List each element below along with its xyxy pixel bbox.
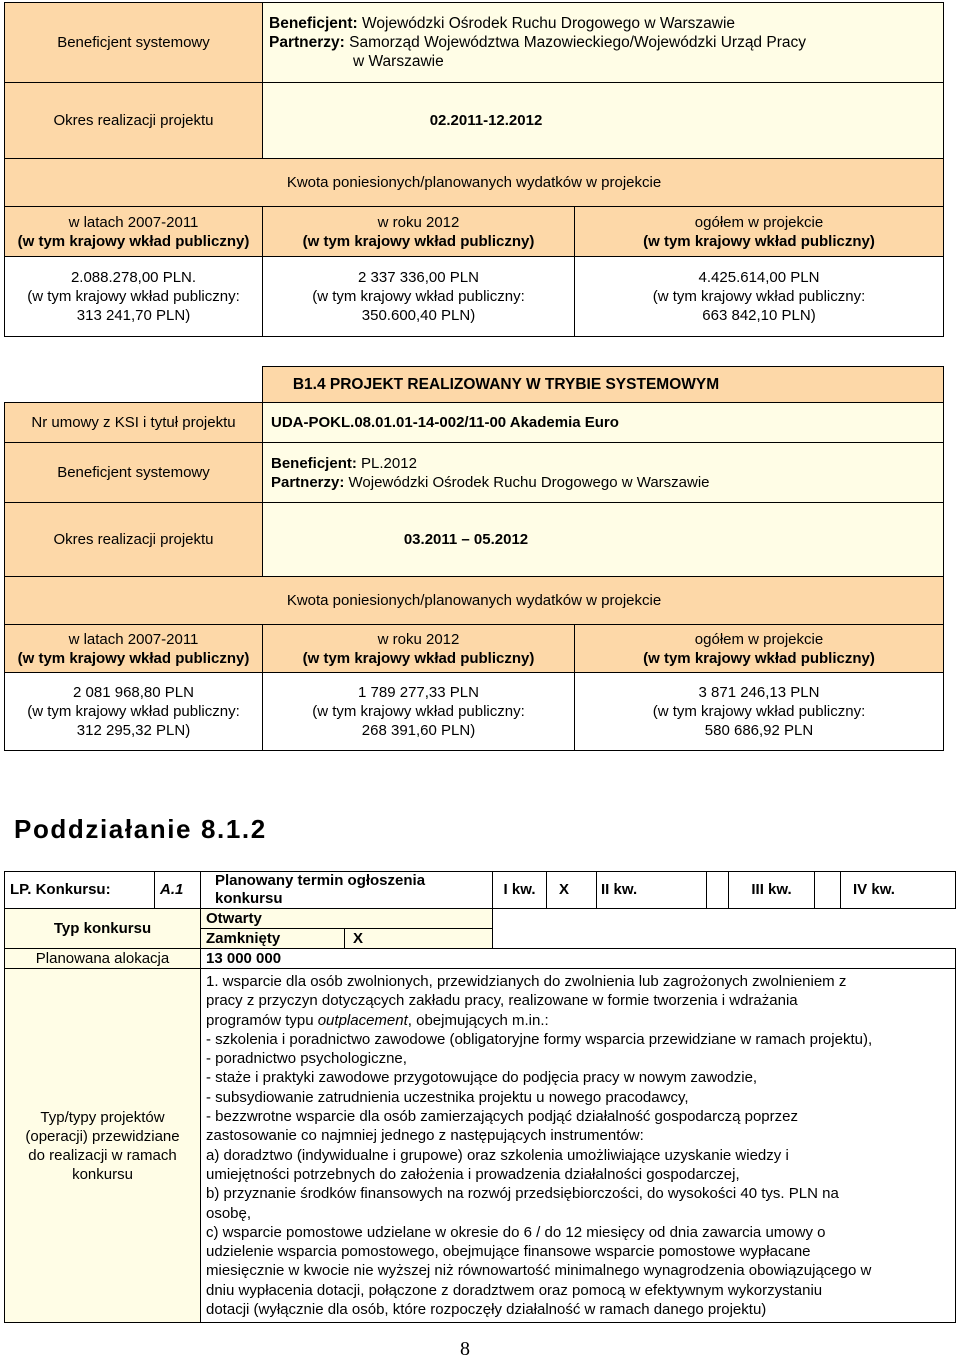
beneficjent-info <box>263 3 944 83</box>
q1-label: I kw. <box>493 872 547 909</box>
q2-label: II kw. <box>597 872 707 909</box>
desc-line: miesięcznie w kwocie nie wyższej niż równowartość minimalnego wynagrodzenia obowiązującego w <box>206 1262 872 1280</box>
okres-value: 02.2011-12.2012 <box>263 83 944 159</box>
okres-value-2: 03.2011 – 05.2012 <box>263 503 944 577</box>
beneficjent-key: Beneficjent: <box>269 15 358 32</box>
otwarty-label: Otwarty <box>201 909 493 929</box>
zamkniety-label: Zamknięty <box>201 929 345 949</box>
q1-mark: X <box>547 872 597 909</box>
section-2-table <box>4 366 944 751</box>
desc-line: - poradnictwo psychologiczne, <box>206 1050 407 1068</box>
section-3-heading: Poddziałanie 8.1.2 <box>14 814 267 844</box>
desc-line: 1. wsparcie dla osób zwolnionych, przewidzianych do zwolnienia lub zagrożonych zwolnieniem z <box>206 973 847 990</box>
section-2-title: B1.4 PROJEKT REALIZOWANY W TRYBIE SYSTEMOWYM <box>263 367 944 403</box>
col-header-2012-2: w roku 2012 (w tym krajowy wkład publiczny) <box>263 625 575 673</box>
alokacja-label: Planowana alokacja <box>5 949 201 969</box>
nr-umowy-value: UDA-POKL.08.01.01-14-002/11-00 Akademia Euro <box>263 403 944 443</box>
value-2012-2: 1 789 277,33 PLN (w tym krajowy wkład publiczny: 268 391,60 PLN) <box>263 673 575 751</box>
value-ogolem: 4.425.614,00 PLN (w tym krajowy wkład publiczny: 663 842,10 PLN) <box>575 257 944 337</box>
lp-value: A.1 <box>155 872 201 909</box>
desc-line: c) wsparcie pomostowe udzielane w okresie do 6 / do 12 miesięcy od dnia zawarcia umowy o <box>206 1223 826 1241</box>
col-header-2007-2011: w latach 2007-2011 (w tym krajowy wkład publiczny) <box>5 207 263 257</box>
alokacja-value: 13 000 000 <box>201 949 956 969</box>
partnerzy-key-2: Partnerzy: <box>271 473 345 491</box>
col-header-ogolem: ogółem w projekcie (w tym krajowy wkład publiczny) <box>575 207 944 257</box>
col-header-2012: w roku 2012 (w tym krajowy wkład publiczny) <box>263 207 575 257</box>
partnerzy-key: Partnerzy: <box>269 34 345 51</box>
partnerzy-value-line1: Samorząd Województwa Mazowieckiego/Wojewódzki Urząd Pracy <box>349 34 806 51</box>
desc-line: - subsydiowanie zatrudnienia uczestnika projektu u nowego pracodawcy, <box>206 1088 689 1106</box>
typy-label: Typ/typy projektów (operacji) przewidziane do realizacji w ramach konkursu <box>5 969 201 1323</box>
section-1-table <box>4 2 944 337</box>
q3-label: III kw. <box>729 872 815 909</box>
desc-line: dotacji (wyłącznie dla osób, które rozpoczęły działalność w ramach danego projektu) <box>206 1301 767 1319</box>
desc-line: udzielenie wsparcia pomostowego, obejmujące finansowe wsparcie pomostowe wypłacane <box>206 1243 811 1261</box>
desc-line: osobę, <box>206 1204 252 1222</box>
beneficjent-key-2: Beneficjent: <box>271 454 357 472</box>
value-2012: 2 337 336,00 PLN (w tym krajowy wkład publiczny: 350.600,40 PLN) <box>263 257 575 337</box>
col-header-2007-2011-2: w latach 2007-2011 (w tym krajowy wkład publiczny) <box>5 625 263 673</box>
typ-label: Typ konkursu <box>5 909 201 949</box>
desc-line: - bezzwrotne wsparcie dla osób zamierzających podjąć działalność gospodarczą poprzez <box>206 1108 798 1126</box>
col-header-ogolem-2: ogółem w projekcie (w tym krajowy wkład publiczny) <box>575 625 944 673</box>
value-ogolem-2: 3 871 246,13 PLN (w tym krajowy wkład publiczny: 580 686,92 PLN <box>575 673 944 751</box>
desc-line: dniu wypłacenia dotacji, połączone z doradztwem oraz pomocą w efektywnym wykorzystaniu <box>206 1281 823 1299</box>
kwota-header: Kwota poniesionych/planowanych wydatków w projekcie <box>5 159 944 207</box>
q4-label: IV kw. <box>841 872 956 909</box>
desc-line: - staże i praktyki zawodowe przygotowujące do podjęcia pracy w nowym zawodzie, <box>206 1069 758 1087</box>
beneficjent-value: Wojewódzki Ośrodek Ruchu Drogowego w Warszawie <box>362 15 736 32</box>
section-3-table <box>4 871 956 1323</box>
page-number: 8 <box>460 1338 470 1360</box>
kwota-header-2: Kwota poniesionych/planowanych wydatków w projekcie <box>5 577 944 625</box>
partnerzy-value-2: Wojewódzki Ośrodek Ruchu Drogowego w Warszawie <box>348 473 710 491</box>
desc-line: umiejętności potrzebnych do założenia i prowadzenia działalności gospodarczej, <box>206 1165 740 1183</box>
value-2007-2011-2: 2 081 968,80 PLN (w tym krajowy wkład publiczny: 312 295,32 PLN) <box>5 673 263 751</box>
desc-line: a) doradztwo (indywidualne i grupowe) oraz szkolenia umożliwiające uzyskanie wiedzy i <box>206 1146 789 1164</box>
nr-umowy-label: Nr umowy z KSI i tytuł projektu <box>5 403 263 443</box>
zamkniety-mark: X <box>345 929 493 949</box>
beneficjent-value-2: PL.2012 <box>361 454 417 472</box>
okres-label-2: Okres realizacji projektu <box>5 503 263 577</box>
value-2007-2011: 2.088.278,00 PLN. (w tym krajowy wkład publiczny: 313 241,70 PLN) <box>5 257 263 337</box>
desc-line: - szkolenia i poradnictwo zawodowe (obligatoryjne formy wsparcia przewidziane w ramach projektu), <box>206 1030 873 1048</box>
typy-description <box>201 969 956 1323</box>
desc-line: programów typu outplacement, obejmujących m.in.: <box>206 1011 549 1029</box>
beneficjent-label: Beneficjent systemowy <box>5 3 263 83</box>
termin-label: Planowany termin ogłoszenia konkursu <box>201 872 493 909</box>
lp-label: LP. Konkursu: <box>5 872 155 909</box>
beneficjent-info-2 <box>263 443 944 503</box>
partnerzy-value-line2: w Warszawie <box>353 53 444 70</box>
beneficjent-label-2: Beneficjent systemowy <box>5 443 263 503</box>
desc-line: b) przyznanie środków finansowych na rozwój przedsiębiorczości, do wysokości 40 tys. PLN na <box>206 1185 839 1203</box>
desc-line: pracy z przyczyn dotyczących zakładu pracy, realizowane w formie tworzenia i wdrażania <box>206 992 798 1010</box>
okres-label: Okres realizacji projektu <box>5 83 263 159</box>
desc-line: zastosowanie co najmniej jednego z następujących instrumentów: <box>206 1127 644 1145</box>
